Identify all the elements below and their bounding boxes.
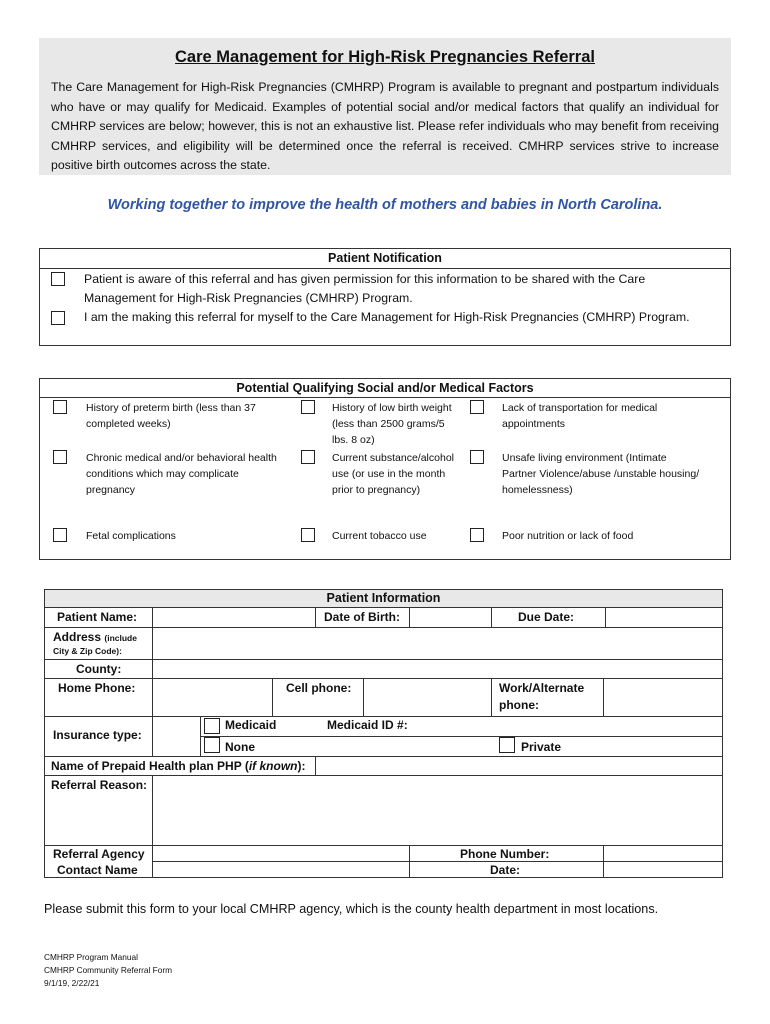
none-checkbox[interactable] bbox=[204, 737, 220, 753]
dob-field[interactable] bbox=[410, 608, 490, 626]
divider bbox=[39, 268, 731, 269]
divider bbox=[39, 397, 731, 398]
contact-name-field[interactable] bbox=[153, 862, 408, 877]
due-date-label: Due Date: bbox=[518, 610, 575, 624]
doc-info-line2: CMHRP Community Referral Form bbox=[44, 965, 173, 975]
consent-checkbox[interactable] bbox=[51, 272, 65, 286]
fetal-label: Fetal complications bbox=[86, 530, 176, 542]
medicaid-id-field[interactable] bbox=[420, 717, 722, 735]
chronic-checkbox[interactable] bbox=[53, 450, 67, 464]
cell-phone-label: Cell phone: bbox=[286, 681, 352, 695]
date-label: Date: bbox=[490, 863, 521, 877]
doc-info-line1: CMHRP Program Manual bbox=[44, 952, 138, 962]
home-phone-field[interactable] bbox=[153, 679, 271, 715]
low-birth-weight-label: History of low birth weight (less than 2500 grams/5 lbs. 8 oz) bbox=[332, 402, 452, 446]
cell-phone-field[interactable] bbox=[364, 679, 490, 715]
county-field[interactable] bbox=[153, 660, 722, 677]
preterm-checkbox[interactable] bbox=[53, 400, 67, 414]
due-date-field[interactable] bbox=[606, 608, 722, 626]
medicaid-id-label: Medicaid ID #: bbox=[327, 718, 408, 732]
fetal-checkbox[interactable] bbox=[53, 528, 67, 542]
referral-agency-label: Referral Agency bbox=[53, 847, 145, 861]
private-checkbox[interactable] bbox=[499, 737, 515, 753]
address-field[interactable] bbox=[153, 628, 722, 658]
self-referral-checkbox[interactable] bbox=[51, 311, 65, 325]
contact-name-label: Contact Name bbox=[57, 863, 138, 877]
substance-label: Current substance/alcohol use (or use in the month prior to pregnancy) bbox=[332, 452, 454, 496]
self-referral-text: I am the making this referral for myself to the Care Management for High-Risk Pregnancies (CMHRP) Program. bbox=[84, 310, 690, 324]
doc-info-line3: 9/1/19, 2/22/21 bbox=[44, 978, 100, 988]
address-label: Address (include bbox=[53, 630, 137, 644]
page-title: Care Management for High-Risk Pregnancies Referral bbox=[175, 48, 595, 66]
nutrition-label: Poor nutrition or lack of food bbox=[502, 530, 634, 542]
address-note: City & Zip Code): bbox=[53, 646, 122, 656]
tobacco-label: Current tobacco use bbox=[332, 530, 427, 542]
factors-header: Potential Qualifying Social and/or Medical Factors bbox=[236, 381, 534, 395]
low-birth-weight-checkbox[interactable] bbox=[301, 400, 315, 414]
unsafe-environment-checkbox[interactable] bbox=[470, 450, 484, 464]
php-label: Name of Prepaid Health plan PHP (if known): bbox=[51, 759, 306, 773]
private-label: Private bbox=[521, 740, 562, 754]
patient-name-label: Patient Name: bbox=[57, 610, 138, 624]
none-label: None bbox=[225, 740, 255, 754]
patient-info-header: Patient Information bbox=[326, 591, 441, 605]
work-phone-label: Work/Alternate bbox=[499, 681, 585, 695]
medicaid-checkbox[interactable] bbox=[204, 718, 220, 734]
nutrition-checkbox[interactable] bbox=[470, 528, 484, 542]
substance-checkbox[interactable] bbox=[301, 450, 315, 464]
county-label: County: bbox=[76, 662, 122, 676]
home-phone-label: Home Phone: bbox=[58, 681, 136, 695]
work-phone-label-2: phone: bbox=[499, 698, 539, 712]
work-phone-field[interactable] bbox=[604, 679, 722, 715]
submit-instructions: Please submit this form to your local CMHRP agency, which is the county health department in most locations. bbox=[44, 902, 659, 916]
insurance-label: Insurance type: bbox=[53, 728, 142, 742]
tobacco-checkbox[interactable] bbox=[301, 528, 315, 542]
intro-text: The Care Management for High-Risk Pregnancies (CMHRP) Program is available to pregnant and postpartum individuals who have or may qualify for Medicaid. Examples of potential social and/or medical factors that qualify an individual for CMHRP services are below; however, this is not an exhaustive list. Please refer individuals who may benefit from receiving CMHRP services, and eligibility will be determined once the referral is received. CMHRP services strive to increase positive birth outcomes across the state. bbox=[51, 80, 719, 172]
phone-number-label: Phone Number: bbox=[460, 847, 550, 861]
referral-reason-field[interactable] bbox=[153, 776, 722, 844]
medicaid-label: Medicaid bbox=[225, 718, 277, 732]
referral-agency-field[interactable] bbox=[153, 846, 408, 861]
patient-name-field[interactable] bbox=[153, 608, 314, 626]
phone-number-field[interactable] bbox=[604, 846, 722, 861]
transportation-label: Lack of transportation for medical appointments bbox=[502, 402, 658, 430]
dob-label: Date of Birth: bbox=[324, 610, 400, 624]
notification-header: Patient Notification bbox=[328, 251, 442, 265]
referral-reason-label: Referral Reason: bbox=[51, 778, 148, 792]
tagline: Working together to improve the health of mothers and babies in North Carolina. bbox=[107, 197, 663, 213]
consent-text: Patient is aware of this referral and has given permission for this information to be shared with the Care Management for High-Risk Pregnancies (CMHRP) Program. bbox=[84, 272, 646, 305]
unsafe-environment-label: Unsafe living environment (Intimate Partner Violence/abuse /unstable housing/ homelessness) bbox=[502, 452, 700, 496]
transportation-checkbox[interactable] bbox=[470, 400, 484, 414]
php-field[interactable] bbox=[316, 757, 722, 774]
preterm-label: History of preterm birth (less than 37 completed weeks) bbox=[86, 402, 256, 430]
date-field[interactable] bbox=[604, 862, 722, 877]
chronic-label: Chronic medical and/or behavioral health conditions which may complicate pregnancy bbox=[86, 452, 277, 496]
